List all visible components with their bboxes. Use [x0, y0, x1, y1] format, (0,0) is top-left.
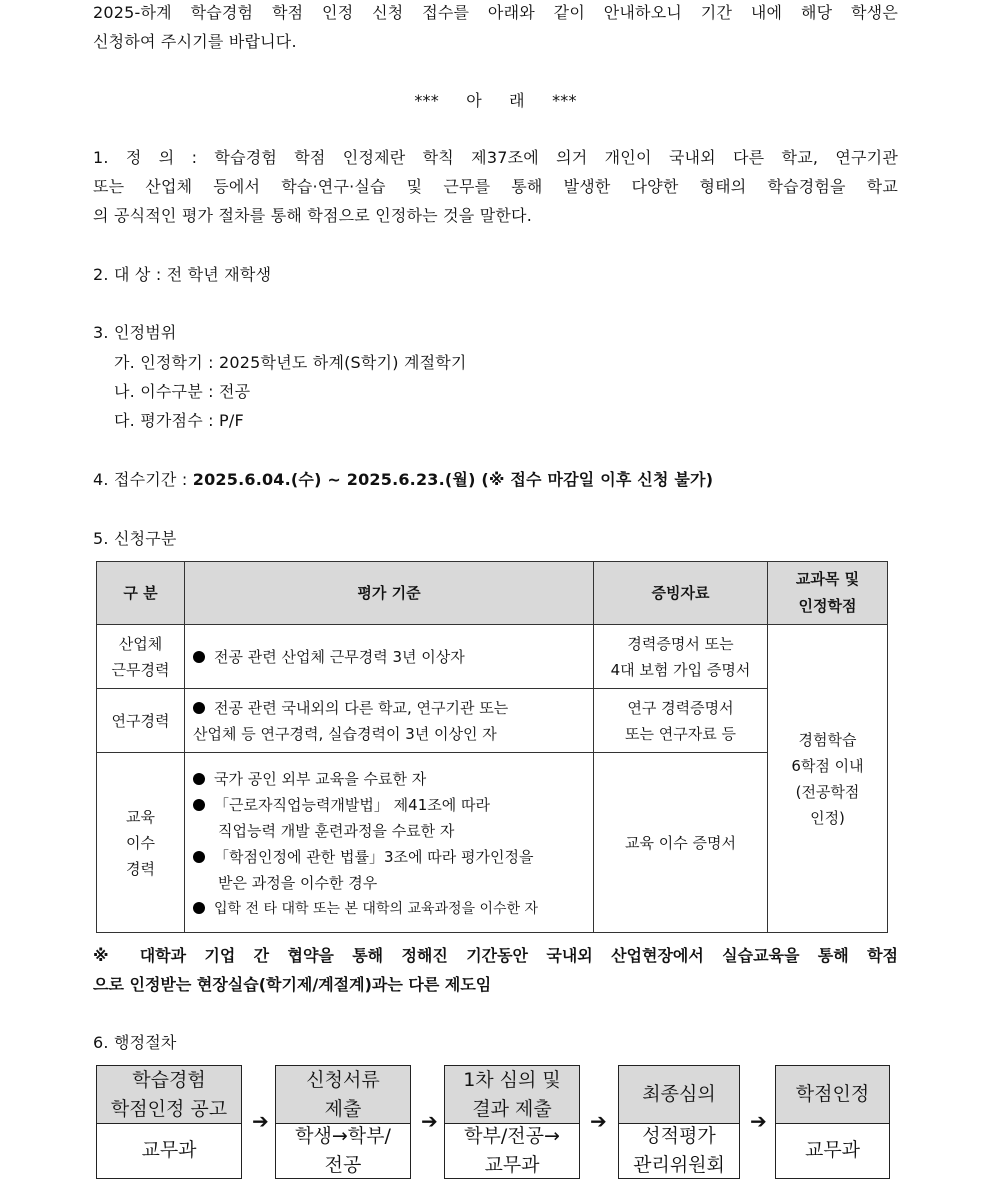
arrow-right-icon: ➔ — [421, 1109, 438, 1133]
bullet-icon — [193, 902, 205, 914]
scope-title: 3. 인정범위 — [93, 323, 177, 342]
criteria-text: 「학점인정에 관한 법률」3조에 따라 평가인정을 — [214, 847, 534, 866]
criteria-text: 「근로자직업능력개발법」 제41조에 따라 — [214, 795, 490, 814]
arrow-right-icon: ➔ — [252, 1109, 269, 1133]
criteria-bullet — [193, 766, 593, 792]
category-research: 연구경력 — [97, 689, 185, 753]
arrow-right-icon: ➔ — [590, 1109, 607, 1133]
criteria-industry — [185, 625, 594, 689]
target-line: 2. 대 상 : 전 학년 재학생 — [93, 265, 272, 284]
flow-step-final-review — [618, 1065, 740, 1179]
credit-text: 경험학습 — [798, 730, 857, 749]
flow-step-owner: 교무과 — [141, 1139, 197, 1161]
credit-text: (전공학점 — [795, 782, 860, 801]
flow-step-title: 학습경험 학점인정 공고 — [97, 1066, 241, 1124]
proof-text: 경력증명서 또는 — [627, 634, 734, 653]
criteria-bullet — [193, 844, 593, 870]
category-education — [97, 753, 185, 933]
criteria-bullet — [193, 896, 593, 922]
category-industry — [97, 625, 185, 689]
section-heading: *** 아 래 *** — [414, 91, 577, 110]
category-text: 근무경력 — [111, 660, 170, 679]
procedure-title: 6. 행정절차 — [93, 1033, 177, 1052]
category-text: 산업체 — [118, 634, 163, 653]
bullet-icon — [193, 702, 205, 714]
header-credit — [768, 562, 888, 625]
flow-step-owner: 학부/전공→ 교무과 — [464, 1124, 560, 1176]
application-period-label: 4. 접수기간 : — [93, 470, 193, 489]
header-credit-line-2: 인정학점 — [798, 597, 857, 615]
proof-text: 연구 경력증명서 — [627, 698, 734, 717]
scope-grading: 다. 평가점수 : P/F — [114, 411, 244, 430]
note-line-1: ※ 대학과 기업 간 협약을 통해 정해진 기간동안 국내외 산업현장에서 실습교육을 통해 학점 — [93, 946, 898, 965]
criteria-text: 입학 전 타 대학 또는 본 대학의 교육과정을 이수한 자 — [214, 900, 539, 917]
credit-text: 6학점 이내 — [791, 756, 864, 775]
flow-step-owner: 학생→학부/ 전공 — [295, 1124, 391, 1176]
category-text: 경력 — [126, 859, 155, 878]
criteria-bullet — [193, 644, 593, 670]
table-row — [97, 625, 888, 689]
bullet-icon — [193, 851, 205, 863]
application-period — [93, 465, 898, 494]
proof-research — [594, 689, 768, 753]
proof-text: 또는 연구자료 등 — [625, 724, 736, 743]
flow-step-title: 최종심의 — [619, 1066, 739, 1124]
flow-step-title: 신청서류 제출 — [276, 1066, 410, 1124]
criteria-text: 직업능력 개발 훈련과정을 수료한 자 — [218, 821, 455, 840]
credit-text: 인정) — [810, 808, 845, 827]
criteria-bullet — [193, 792, 593, 818]
intro-line-1: 2025-하계 학습경험 학점 인정 신청 접수를 아래와 같이 안내하오니 기간 내에 해당 학생은 — [93, 3, 898, 22]
category-text: 교육 — [126, 807, 155, 826]
intro-line-2: 신청하여 주시기를 바랍니다. — [93, 32, 297, 51]
flow-step-submission — [275, 1065, 411, 1179]
criteria-education — [185, 753, 594, 933]
scope-course-type: 나. 이수구분 : 전공 — [114, 382, 251, 401]
criteria-text: 전공 관련 산업체 근무경력 3년 이상자 — [214, 647, 465, 666]
bullet-icon — [193, 651, 205, 663]
header-criteria: 평가 기준 — [185, 562, 594, 625]
flow-step-first-review — [444, 1065, 580, 1179]
flow-step-title: 1차 심의 및 결과 제출 — [445, 1066, 579, 1124]
flow-step-owner: 교무과 — [804, 1139, 861, 1161]
flow-step-owner: 성적평가 관리위원회 — [633, 1124, 725, 1176]
criteria-text: 받은 과정을 이수한 경우 — [218, 873, 378, 892]
bullet-icon — [193, 773, 205, 785]
scope-semester: 가. 인정학기 : 2025학년도 하계(S학기) 계절학기 — [114, 353, 467, 372]
criteria-text: 국가 공인 외부 교육을 수료한 자 — [214, 769, 427, 788]
flow-step-title: 학점인정 — [776, 1066, 889, 1124]
header-category: 구 분 — [97, 562, 185, 625]
application-types-title: 5. 신청구분 — [93, 529, 177, 548]
header-credit-line-1: 교과목 및 — [795, 570, 860, 588]
bullet-icon — [193, 799, 205, 811]
credit-cell — [768, 625, 888, 933]
proof-education: 교육 이수 증명서 — [594, 753, 768, 933]
criteria-research — [185, 689, 594, 753]
arrow-right-icon: ➔ — [750, 1109, 767, 1133]
criteria-text: 전공 관련 국내외의 다른 학교, 연구기관 또는 — [214, 698, 509, 717]
note-line-2: 으로 인정받는 현장실습(학기제/계절계)과는 다른 제도임 — [93, 975, 492, 994]
definition-line-1: 1. 정 의 : 학습경험 학점 인정제란 학칙 제37조에 의거 개인이 국내외 다른 학교, 연구기관 — [93, 148, 898, 167]
flow-step-credit-recognition — [775, 1065, 890, 1179]
application-period-dates: 2025.6.04.(수) ~ 2025.6.23.(월) (※ 접수 마감일 이후 신청 불가) — [192, 470, 714, 489]
criteria-table — [96, 561, 888, 933]
category-text: 이수 — [126, 833, 155, 852]
proof-industry — [594, 625, 768, 689]
criteria-text: 산업체 등 연구경력, 실습경력이 3년 이상인 자 — [193, 724, 497, 743]
proof-text: 4대 보험 가입 증명서 — [610, 660, 751, 679]
flow-step-announcement — [96, 1065, 242, 1179]
definition-line-2: 또는 산업체 등에서 학습·연구·실습 및 근무를 통해 발생한 다양한 형태의 학습경험을 학교 — [93, 177, 898, 196]
table-header-row — [97, 562, 888, 625]
criteria-bullet — [193, 695, 593, 721]
header-proof: 증빙자료 — [594, 562, 768, 625]
definition-line-3: 의 공식적인 평가 절차를 통해 학점으로 인정하는 것을 말한다. — [93, 206, 532, 225]
